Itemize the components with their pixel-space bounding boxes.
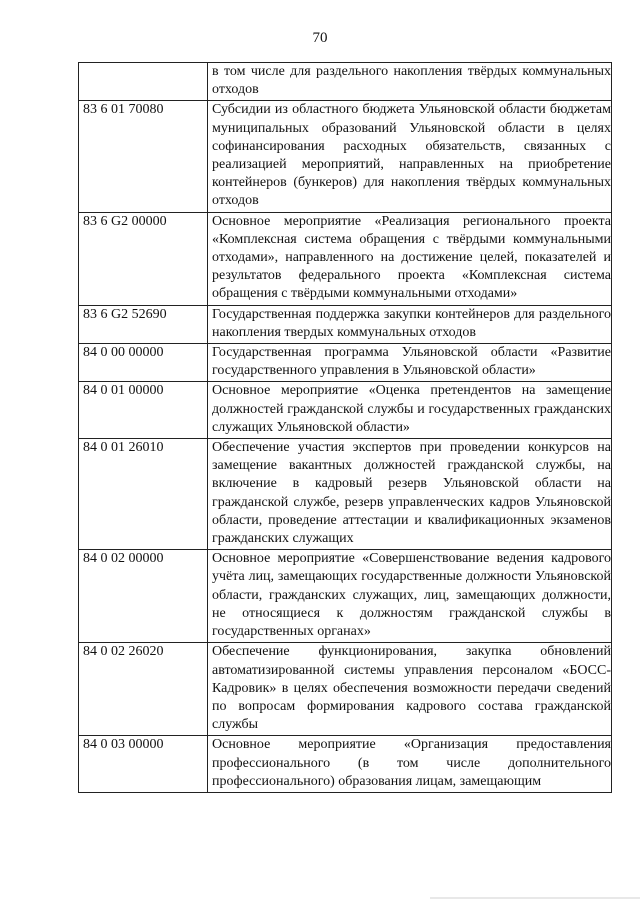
table-row xyxy=(79,344,612,382)
classification-code: 84 0 01 26010 xyxy=(79,439,208,550)
page-number: 70 xyxy=(312,30,328,46)
expenditure-description: Основное мероприятие «Оценка претендентов на замещение должностей гражданской службы и государственных гражданских служащих Ульяновской области» xyxy=(208,382,612,439)
classification-code: 84 0 00 00000 xyxy=(79,344,208,382)
expenditure-description: Обеспечение участия экспертов при проведении конкурсов на замещение вакантных должностей гражданской службы, на включение в кадровый резерв Ульяновской области на гражданской службе, резерв управленческих кадров Ульяновской области, проведение аттестации и квалификационных экзаменов гражданских служащих xyxy=(208,439,612,550)
expenditure-description: Основное мероприятие «Совершенствование ведения кадрового учёта лиц, замещающих государственные должности Ульяновской области, гражданских служащих, лиц, замещающих должности, не относящиеся к должностям гражданской службы в государственных органах» xyxy=(208,550,612,643)
table-row xyxy=(79,643,612,736)
classification-code: 83 6 01 70080 xyxy=(79,101,208,212)
table-row xyxy=(79,305,612,343)
table-row xyxy=(79,101,612,212)
table-row xyxy=(79,63,612,101)
classification-code: 83 6 G2 00000 xyxy=(79,212,208,305)
classification-code: 84 0 03 00000 xyxy=(79,736,208,793)
table-row xyxy=(79,736,612,793)
expenditure-description: Основное мероприятие «Реализация регионального проекта «Комплексная система обращения с твёрдыми коммунальными отходами», направленного на достижение целей, показателей и результатов федерального проекта «Комплексная система обращения с твёрдыми коммунальными отходами» xyxy=(208,212,612,305)
expenditure-description: Обеспечение функционирования, закупка обновлений автоматизированной системы управления персоналом «БОСС-Кадровик» в целях обеспечения возможности передачи сведений по вопросам формирования кадрового состава гражданской службы xyxy=(208,643,612,736)
table-row xyxy=(79,382,612,439)
scan-artifact-line xyxy=(430,897,640,899)
expenditure-description: в том числе для раздельного накопления твёрдых коммунальных отходов xyxy=(208,63,612,101)
expenditure-description: Государственная программа Ульяновской области «Развитие государственного управления в Ульяновской области» xyxy=(208,344,612,382)
table-row xyxy=(79,550,612,643)
expenditure-description: Основное мероприятие «Организация предоставления профессионального (в том числе дополнительного профессионального) образования лицам, замещающим xyxy=(208,736,612,793)
table-body xyxy=(79,63,612,793)
classification-code: 83 6 G2 52690 xyxy=(79,305,208,343)
table-row xyxy=(79,212,612,305)
classification-code: 84 0 01 00000 xyxy=(79,382,208,439)
classification-code: 84 0 02 26020 xyxy=(79,643,208,736)
table-row xyxy=(79,439,612,550)
expenditure-description: Государственная поддержка закупки контейнеров для раздельного накопления твердых коммунальных отходов xyxy=(208,305,612,343)
classification-code xyxy=(79,63,208,101)
expenditure-description: Субсидии из областного бюджета Ульяновской области бюджетам муниципальных образований Ульяновской области в целях софинансирования расходных обязательств, связанных с реализацией мероприятий, направленных на приобретение контейнеров (бункеров) для накопления твёрдых коммунальных отходов xyxy=(208,101,612,212)
budget-classification-table xyxy=(78,62,612,793)
classification-code: 84 0 02 00000 xyxy=(79,550,208,643)
